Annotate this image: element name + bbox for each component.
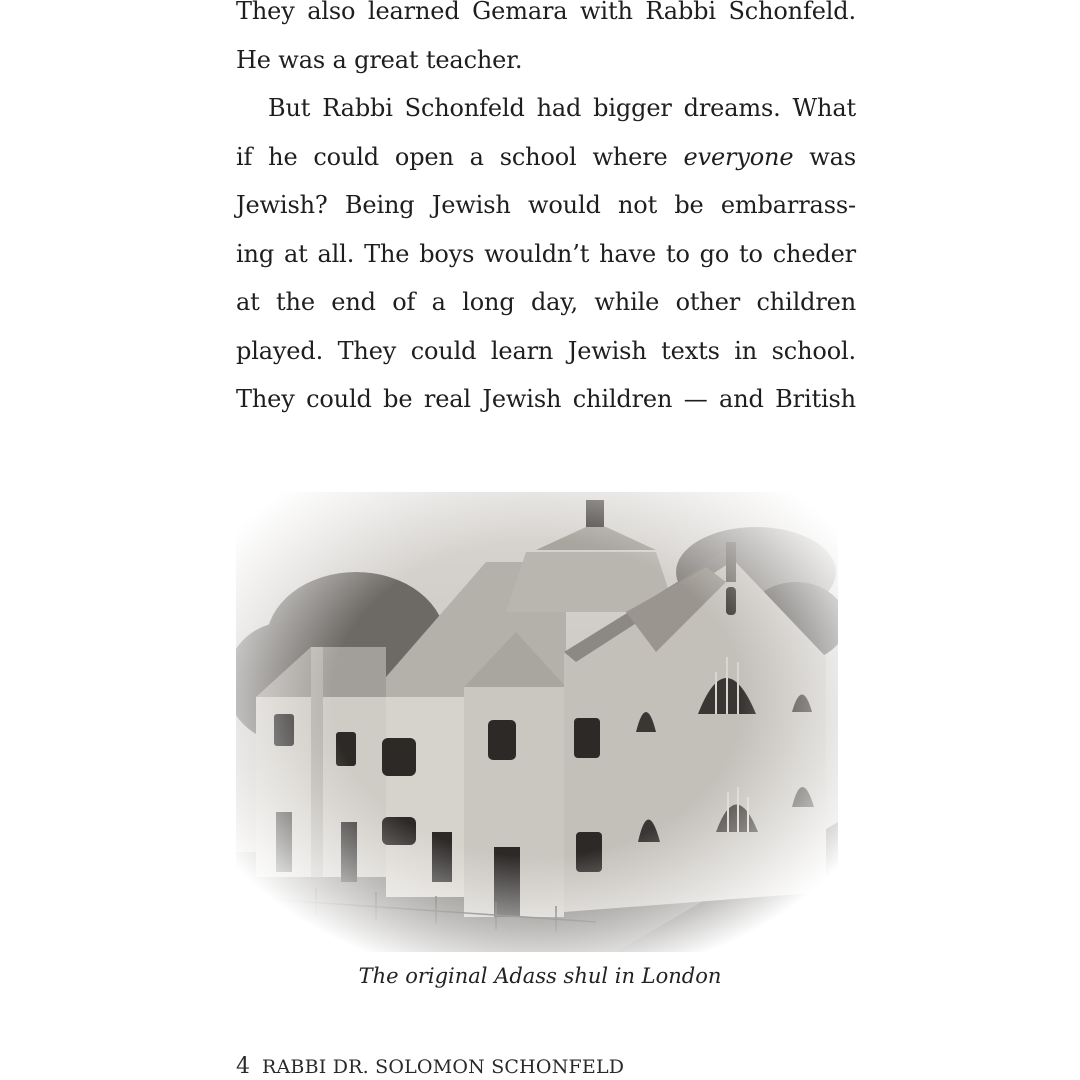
emphasis-everyone: everyone xyxy=(683,142,794,171)
text-line-5: Jewish? Being Jewish would not be embarrass- xyxy=(236,191,856,219)
text-line-1: They also learned Gemara with Rabbi Schonfeld. xyxy=(236,0,856,25)
text-line-3: But Rabbi Schonfeld had bigger dreams. What xyxy=(268,94,856,122)
text-line-7: at the end of a long day, while other children xyxy=(236,288,856,316)
figure-caption: The original Adass shul in London xyxy=(358,964,722,988)
building-illustration xyxy=(236,492,838,952)
running-head: RABBI DR. SOLOMON SCHONFELD xyxy=(262,1056,625,1078)
text-line-4: if he could open a school where everyone was xyxy=(236,142,856,171)
page-number: 4 xyxy=(236,1054,250,1079)
text-line-8: played. They could learn Jewish texts in school. xyxy=(236,336,856,365)
text-line-6: ing at all. The boys wouldn’t have to go to cheder xyxy=(236,239,856,268)
page-footer xyxy=(236,1054,624,1080)
text-line-9: They could be real Jewish children — and British xyxy=(236,385,856,413)
body-text xyxy=(236,0,856,424)
photo-adass-shul xyxy=(236,492,838,952)
text-line-2: He was a great teacher. xyxy=(236,45,523,74)
